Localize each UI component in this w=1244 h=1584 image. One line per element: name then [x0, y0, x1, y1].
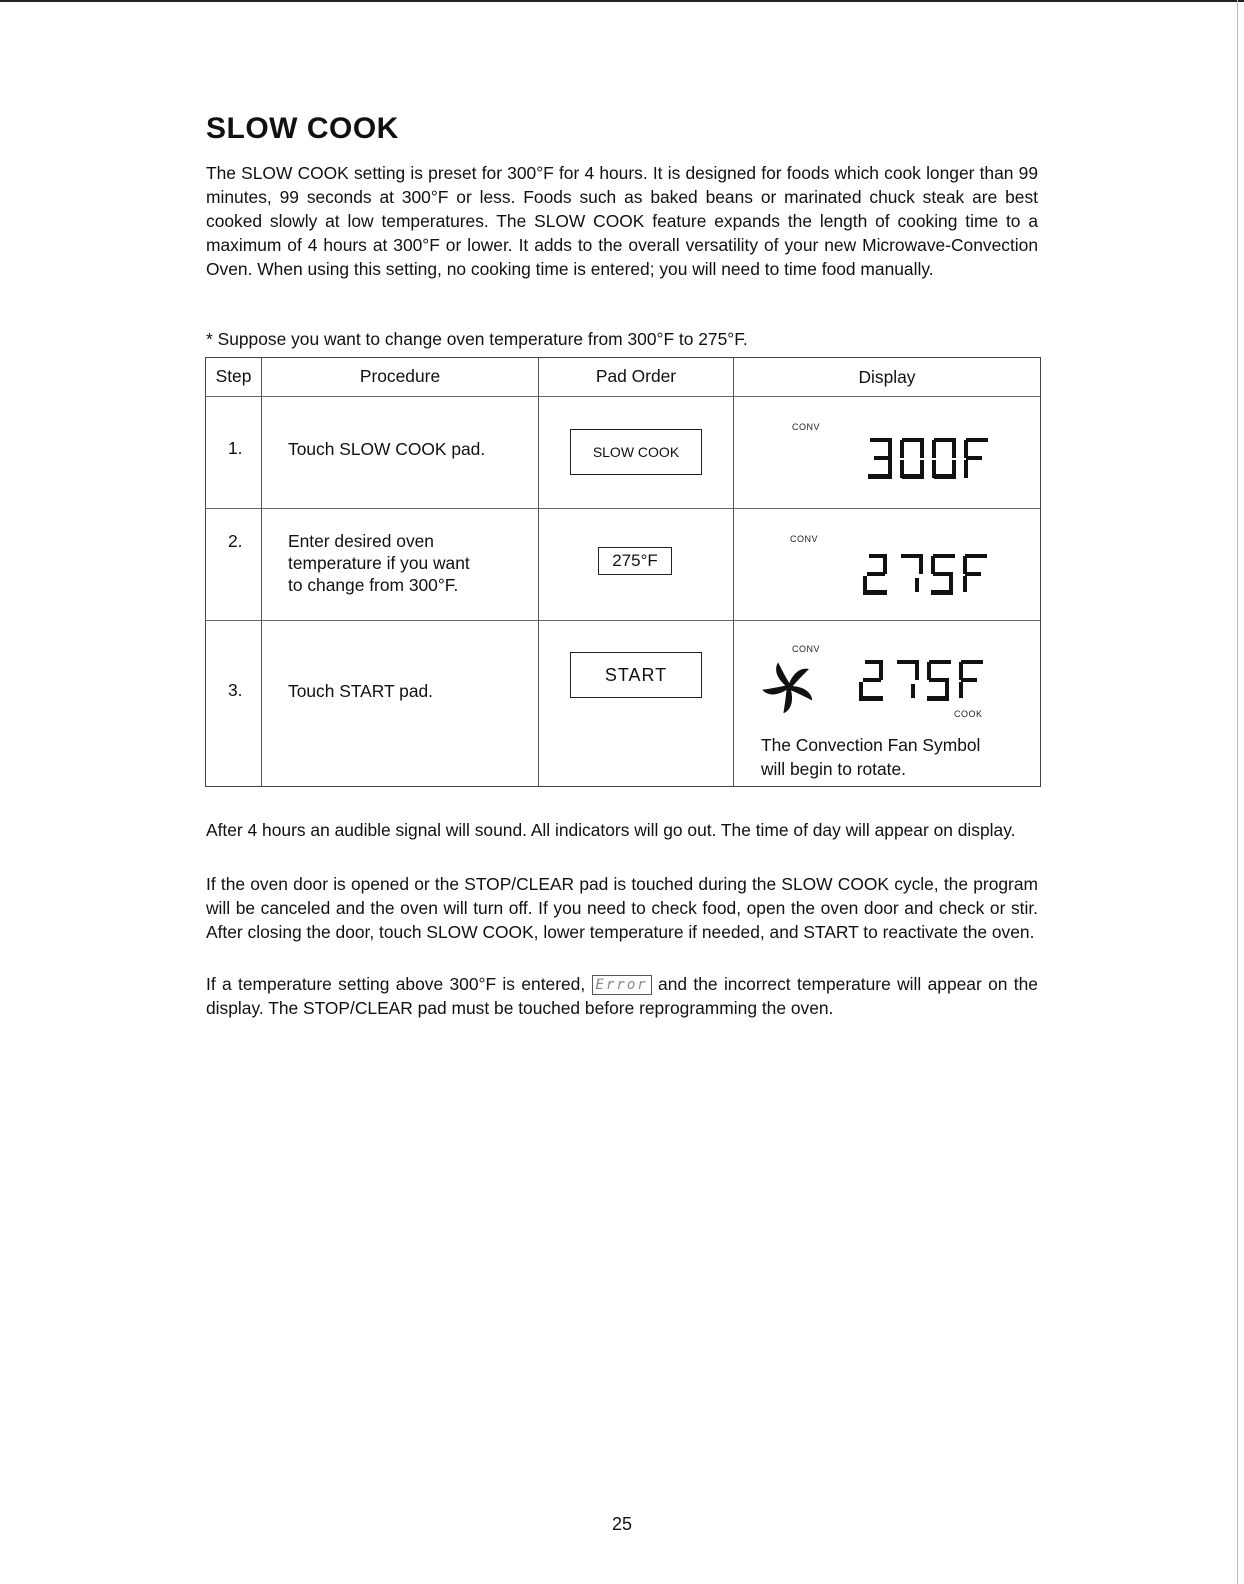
column-divider	[538, 358, 539, 786]
example-note: * Suppose you want to change oven temperature from 300°F to 275°F.	[206, 329, 748, 349]
header-step: Step	[215, 366, 252, 386]
header-procedure: Procedure	[359, 366, 441, 386]
after-paragraph-1: After 4 hours an audible signal will sound. All indicators will go out. The time of day will appear on display.	[206, 820, 1016, 840]
column-divider	[261, 358, 262, 786]
page-title: SLOW COOK	[206, 112, 399, 145]
temperature-pad-275[interactable]: 275°F	[598, 547, 672, 575]
right-border	[1237, 0, 1238, 1584]
error-text-before: If a temperature setting above 300°F is entered,	[206, 974, 586, 994]
caption-line: will begin to rotate.	[761, 759, 907, 779]
cook-indicator: COOK	[954, 709, 983, 719]
caption-line: The Convection Fan Symbol	[761, 735, 981, 755]
conv-indicator: CONV	[792, 644, 821, 654]
procedure-table	[205, 357, 1041, 787]
error-display-box: Error	[592, 975, 652, 995]
column-divider	[733, 358, 734, 786]
display-readout-275f-cooking	[857, 658, 987, 704]
error-text-after: and the incorrect temperature will appear on the display. The STOP/CLEAR pad must be touched before reprogramming the oven.	[206, 974, 1038, 1018]
step-number: 1.	[228, 438, 243, 458]
conv-indicator: CONV	[790, 534, 819, 544]
procedure-line: to change from 300°F.	[288, 575, 459, 595]
slow-cook-pad[interactable]: SLOW COOK	[570, 429, 702, 475]
step-number: 2.	[228, 531, 243, 551]
top-border	[0, 0, 1244, 2]
convection-fan-icon	[758, 661, 820, 713]
intro-paragraph: The SLOW COOK setting is preset for 300°F for 4 hours. It is designed for foods which cook longer than 99 minutes, 99 seconds at 300°F or less. Foods such as baked beans or marinated chuck steak are best cooked slowly at low temperatures. The SLOW COOK feature expands the length of cooking time to a maximum of 4 hours at 300°F or lower. It adds to the overall versatility of your new Microwave-Convection Oven. When using this setting, no cooking time is entered; you will need to time food manually.	[206, 163, 1038, 279]
procedure-text: Touch START pad.	[288, 681, 433, 701]
procedure-line: Enter desired oven	[288, 531, 434, 551]
header-display: Display	[858, 367, 916, 387]
procedure-line: temperature if you want	[288, 553, 470, 573]
display-readout-300f	[866, 436, 992, 482]
after-paragraph-2: If the oven door is opened or the STOP/CLEAR pad is touched during the SLOW COOK cycle, the program will be canceled and the oven will turn off. If you need to check food, open the oven door and check or stir. After closing the door, touch SLOW COOK, lower temperature if needed, and START to reactivate the oven.	[206, 874, 1038, 942]
fan-caption	[761, 733, 980, 781]
conv-indicator: CONV	[792, 422, 821, 432]
row-divider	[206, 620, 1040, 621]
procedure-text	[288, 530, 470, 596]
page-number: 25	[611, 1514, 633, 1534]
row-divider	[206, 508, 1040, 509]
after-paragraph-3	[206, 972, 1038, 1020]
header-pad-order: Pad Order	[595, 366, 677, 386]
procedure-text: Touch SLOW COOK pad.	[288, 439, 486, 459]
start-pad[interactable]: START	[570, 652, 702, 698]
header-divider	[206, 396, 1040, 397]
step-number: 3.	[228, 680, 243, 700]
display-readout-275f	[861, 552, 991, 598]
